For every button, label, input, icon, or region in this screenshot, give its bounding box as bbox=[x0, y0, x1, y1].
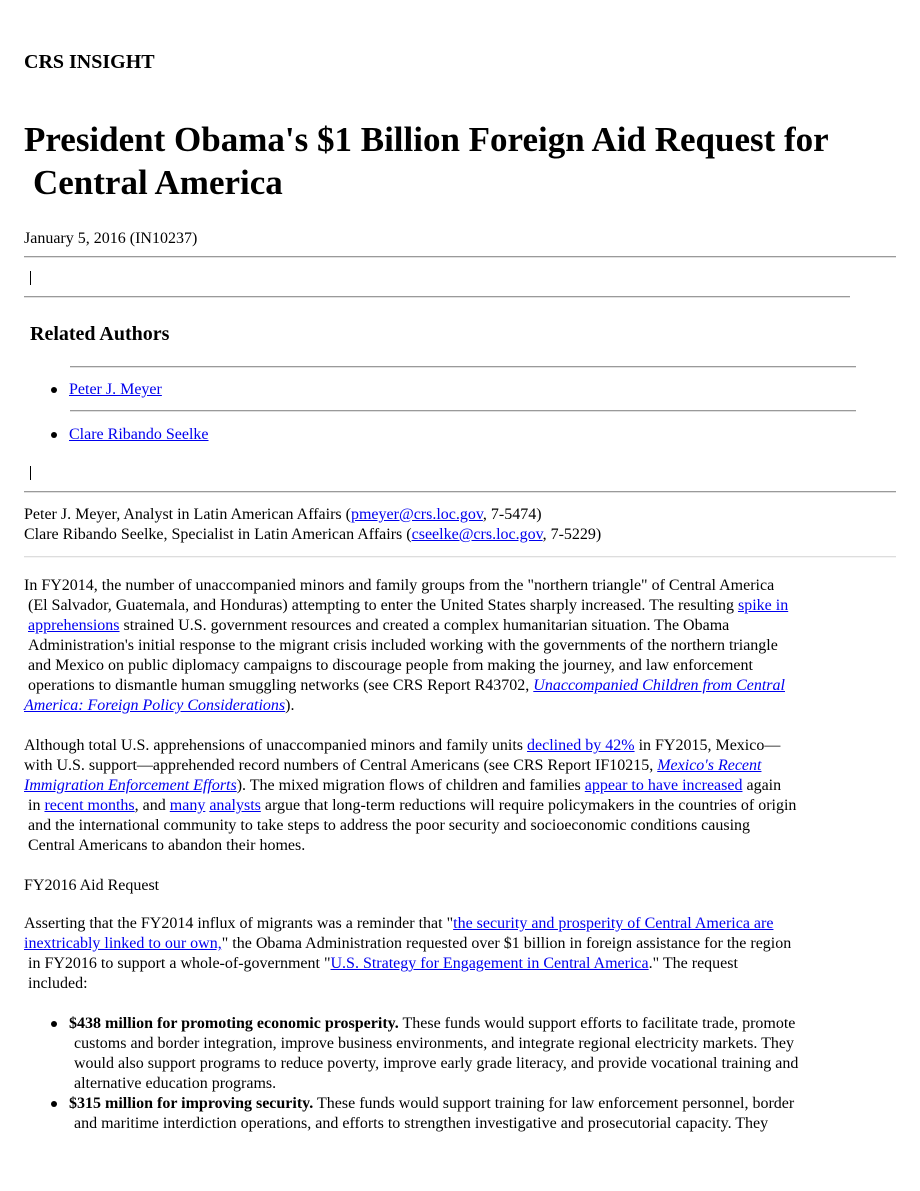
link-security-prosperity[interactable]: the security and prosperity of Central America are bbox=[453, 915, 774, 932]
divider bbox=[70, 410, 856, 412]
email-link-seelke[interactable]: cseelke@crs.loc.gov bbox=[411, 526, 543, 543]
list-bullet bbox=[51, 432, 57, 438]
byline-author-2: Clare Ribando Seelke, Specialist in Latin American Affairs (cseelke@crs.loc.gov, 7-5229) bbox=[24, 526, 602, 543]
title-line-2: Central America bbox=[33, 163, 283, 202]
link-declined-42[interactable]: declined by 42% bbox=[527, 737, 635, 754]
link-many[interactable]: many bbox=[169, 797, 206, 814]
link-spike-in-apprehensions[interactable]: spike in bbox=[737, 597, 789, 614]
link-report-r43702[interactable]: Unaccompanied Children from Central bbox=[533, 677, 785, 694]
byline-author-1: Peter J. Meyer, Analyst in Latin American Affairs (pmeyer@crs.loc.gov, 7-5474) bbox=[24, 506, 542, 523]
related-authors-heading: Related Authors bbox=[30, 323, 170, 345]
link-appear-increased[interactable]: appear to have increased bbox=[584, 777, 743, 794]
paragraph-1: In FY2014, the number of unaccompanied minors and family groups from the "northern triangle" of Central America (El Salvador, Guatemala, and Honduras) attempting to enter the United States sharply increased. The resulting spike in apprehensions strained U.S. government resources and created a complex humanitarian situation. The Obama Administration's initial response to the migrant crisis included working with the governments of the northern triangle and Mexico on public diplomacy campaigns to discourage people from making the journey, and law enforcement operations to dismantle human smuggling networks (see CRS Report R43702, Unaccompanied Children from Central America: Foreign Policy Considerations). bbox=[24, 577, 789, 714]
divider bbox=[24, 491, 896, 493]
link-security-prosperity-cont[interactable]: inextricably linked to our own, bbox=[24, 935, 222, 952]
link-report-if10215-cont[interactable]: Immigration Enforcement Efforts bbox=[24, 777, 237, 794]
anchor-link[interactable] bbox=[24, 271, 31, 290]
publication-date: January 5, 2016 (IN10237) bbox=[24, 230, 198, 247]
list-item: $438 million for promoting economic prosperity. These funds would support efforts to facilitate trade, promote customs and border integration, improve business environments, and integrate regional electricity markets. They would also support programs to reduce poverty, improve early grade literacy, and provide vocational training and alternative education programs. bbox=[24, 1014, 904, 1094]
divider bbox=[70, 366, 856, 368]
author-link-seelke[interactable]: Clare Ribando Seelke bbox=[69, 426, 209, 443]
link-us-strategy[interactable]: U.S. Strategy for Engagement in Central America bbox=[330, 955, 649, 972]
divider bbox=[24, 256, 896, 258]
divider bbox=[24, 296, 850, 298]
anchor-marker[interactable] bbox=[24, 466, 31, 480]
list-item: $315 million for improving security. These funds would support training for law enforcement personnel, border and maritime interdiction operations, and efforts to strengthen investigative and prosecutorial capacity. They bbox=[24, 1094, 904, 1134]
author-byline bbox=[24, 505, 904, 545]
list-bullet bbox=[51, 1101, 57, 1107]
section-heading: FY2016 Aid Request bbox=[24, 877, 160, 894]
anchor-link[interactable] bbox=[24, 466, 31, 485]
link-analysts[interactable]: analysts bbox=[209, 797, 261, 814]
list-bullet bbox=[51, 387, 57, 393]
report-type-label: CRS INSIGHT bbox=[24, 51, 155, 73]
paragraph-2: Although total U.S. apprehensions of unaccompanied minors and family units declined by 42% in FY2015, Mexico— with U.S. support—apprehended record numbers of Central Americans (see CRS Report IF10215, Mexico's Recent Immigration Enforcement Efforts). The mixed migration flows of children and families appear to have increased again in recent months, and many analysts argue that long-term reductions will require policymakers in the countries of origin and the international community to take steps to address the poor security and socioeconomic conditions causing Central Americans to abandon their homes. bbox=[24, 737, 797, 854]
email-link-meyer[interactable]: pmeyer@crs.loc.gov bbox=[350, 506, 483, 523]
request-list bbox=[24, 1014, 904, 1134]
anchor-marker[interactable] bbox=[24, 271, 31, 285]
link-recent-months[interactable]: recent months bbox=[44, 797, 135, 814]
divider bbox=[24, 556, 896, 558]
link-spike-in-apprehensions-cont[interactable]: apprehensions bbox=[28, 617, 120, 634]
author-link-meyer[interactable]: Peter J. Meyer bbox=[69, 381, 162, 398]
link-report-r43702-cont[interactable]: America: Foreign Policy Considerations bbox=[24, 697, 286, 714]
title-line-1: President Obama's $1 Billion Foreign Aid Request for bbox=[24, 120, 829, 159]
paragraph-3: Asserting that the FY2014 influx of migrants was a reminder that "the security and prosperity of Central America are inextricably linked to our own," the Obama Administration requested over $1 billion in foreign assistance for the region in FY2016 to support a whole-of-government "U.S. Strategy for Engagement in Central America." The request included: bbox=[24, 915, 792, 992]
link-report-if10215[interactable]: Mexico's Recent bbox=[657, 757, 762, 774]
page-title bbox=[24, 118, 896, 204]
list-bullet bbox=[51, 1021, 57, 1027]
